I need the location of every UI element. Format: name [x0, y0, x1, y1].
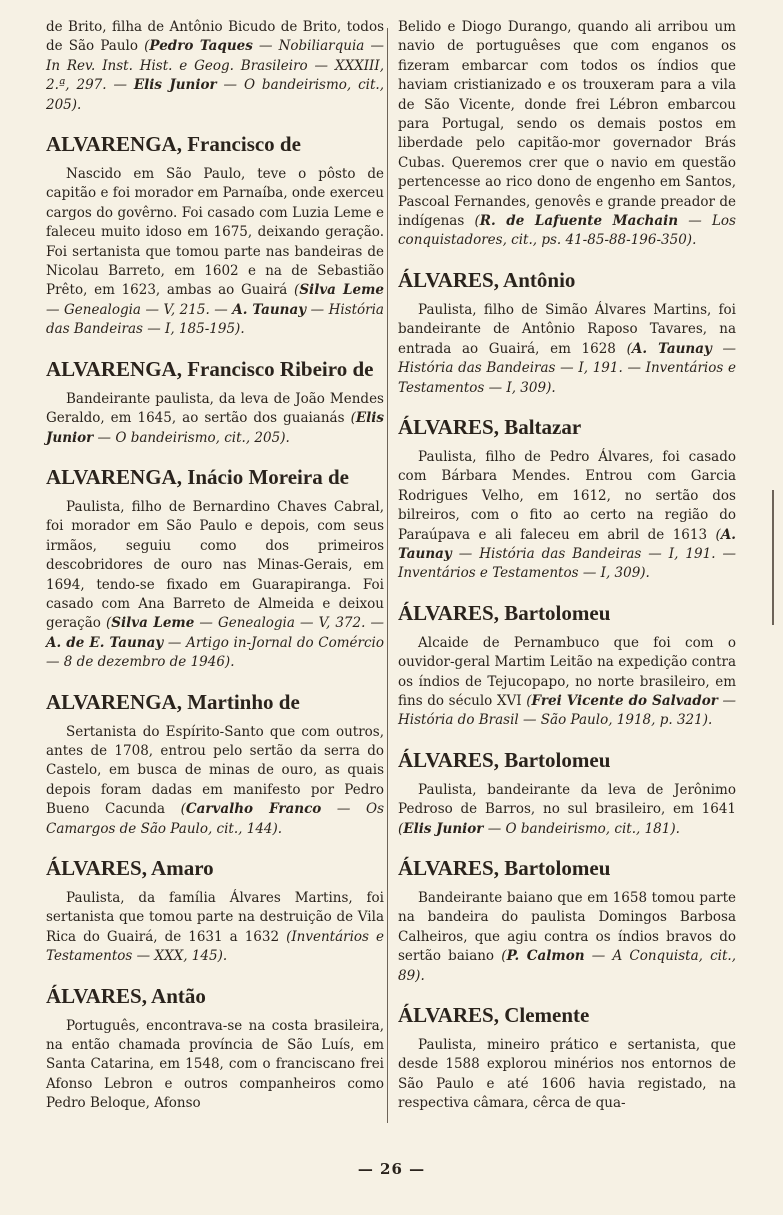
- dictionary-entry: [46, 983, 384, 1114]
- entry-text: Bandeirante paulista, da leva de João Mendes Geraldo, em 1645, ao sertão dos guaianás (Elis Junior — O bandeirismo, cit., 205).: [46, 390, 384, 446]
- entry-text: Paulista, filho de Pedro Álvares, foi casado com Bárbara Mendes. Entrou com Garcia Rodrigues Velho, em 1612, no sertão dos bilreiros, com o fito ao certo na região do Paraúpava e ali faleceu em abril de 1613 (A. Taunay — História das Bandeiras — I, 191. — Inventários e Testamentos — I, 309).: [398, 448, 736, 582]
- entry-text: Nascido em São Paulo, teve o pôsto de capitão e foi morador em Parnaíba, onde exerceu cargos do govêrno. Foi casado com Luzia Leme e faleceu muito idoso em 1675, deixando geração. Foi sertanista que tomou parte nas bandeiras de Nicolau Barreto, em 1602 e na de Sebastião Prêto, em 1623, ambas ao Guairá (Silva Leme — Genealogia — V, 215. — A. Taunay — História das Bandeiras — I, 185-195).: [46, 166, 384, 338]
- entry-text: Paulista, mineiro prático e sertanista, que desde 1588 explorou minérios nos entornos de São Paulo e até 1606 havia registado, na respectiva câmara, cêrca de qua-: [398, 1037, 736, 1112]
- dictionary-entry: [398, 600, 736, 731]
- dictionary-entry: [46, 464, 384, 673]
- right-column: [398, 18, 736, 1130]
- dictionary-entry: [46, 356, 384, 448]
- entry-heading: ÁLVARES, Antão: [46, 983, 206, 1008]
- page-number: — 26 —: [357, 1160, 426, 1178]
- entry-text: Paulista, da família Álvares Martins, foi sertanista que tomou parte na destruição de Vila Rica do Guairá, de 1631 a 1632 (Inventários e Testamentos — XXX, 145).: [46, 890, 384, 965]
- entry-text: Português, encontrava-se na costa brasileira, na então chamada província de São Luís, em Santa Catarina, em 1548, com o franciscano frei Afonso Lebron e outros companheiros como Pedro Beloque, Afonso: [46, 1017, 384, 1112]
- entry-heading: ÁLVARES, Bartolomeu: [398, 747, 611, 772]
- dictionary-entry: [398, 414, 736, 584]
- entry-heading: ÁLVARES, Bartolomeu: [398, 600, 611, 625]
- entry-heading: ALVARENGA, Francisco Ribeiro de: [46, 356, 374, 381]
- entry-text: Paulista, filho de Simão Álvares Martins, foi bandeirante de Antônio Raposo Tavares, na entrada ao Guairá, em 1628 (A. Taunay — História das Bandeiras — I, 191. — Inventários e Testamentos — I, 309).: [398, 301, 736, 396]
- dictionary-entry: [398, 855, 736, 986]
- entry-text: de Brito, filha de Antônio Bicudo de Brito, todos de São Paulo (Pedro Taques — Nobiliarquia — In Rev. Inst. Hist. e Geog. Brasileiro — XXXIII, 2.ª, 297. — Elis Junior — O bandeirismo, cit., 205).: [46, 19, 384, 113]
- entry-text: Belido e Diogo Durango, quando ali arribou um navio de portuguêses que com enganos os fizeram embarcar com todos os índios que haviam cristianizado e os trouxeram para a vila de São Vicente, donde frei Lébron embarcou para Portugal, sendo os demais postos em liberdade pelo capitão-mor governador Brás Cubas. Queremos crer que o navio em questão pertencesse ao rico dono de engenho em Santos, Pascoal Fernandes, genovês e grande preador de indígenas (R. de Lafuente Machain — Los conquistadores, cit., ps. 41-85-88-196-350).: [398, 19, 736, 249]
- dictionary-entry: [46, 855, 384, 967]
- dictionary-entry: [46, 131, 384, 340]
- entry-heading: ALVARENGA, Inácio Moreira de: [46, 464, 349, 489]
- entry-text: Bandeirante baiano que em 1658 tomou parte na bandeira do paulista Domingos Barbosa Calheiros, que agiu contra os índios bravos do sertão baiano (P. Calmon — A Conquista, cit., 89).: [398, 890, 736, 984]
- entry-heading: ÁLVARES, Baltazar: [398, 414, 582, 439]
- entry-heading: ALVARENGA, Martinho de: [46, 689, 300, 714]
- entry-heading: ÁLVARES, Antônio: [398, 267, 576, 292]
- entry-heading: ÁLVARES, Amaro: [46, 856, 214, 880]
- dictionary-entry: [398, 747, 736, 839]
- entry-text: Sertanista do Espírito-Santo que com outros, antes de 1708, entrou pelo sertão da serra do Castelo, em busca de minas de ouro, as quais depois foram dadas em manifesto por Pedro Bueno Cacunda (Carvalho Franco — Os Camargos de São Paulo, cit., 144).: [46, 723, 385, 837]
- entry-heading: ALVARENGA, Francisco de: [46, 132, 301, 157]
- entry-text: Paulista, bandeirante da leva de Jerônimo Pedroso de Barros, no sul brasileiro, em 1641 (Elis Junior — O bandeirismo, cit., 181).: [398, 781, 736, 837]
- margin-rule: [772, 490, 774, 625]
- column-divider: [387, 28, 388, 1123]
- dictionary-entry: [398, 267, 736, 398]
- dictionary-entry: [46, 689, 384, 839]
- left-column: [46, 18, 384, 1130]
- entry-text: Alcaide de Pernambuco que foi com o ouvidor-geral Martim Leitão na expedição contra os índios de Tejucopapo, no norte brasileiro, em fins do século XVI (Frei Vicente do Salvador — História do Brasil — São Paulo, 1918, p. 321).: [398, 634, 737, 729]
- dictionary-entry: [398, 18, 736, 251]
- entry-text: Paulista, filho de Bernardino Chaves Cabral, foi morador em São Paulo e depois, com seus irmãos, seguiu como dos primeiros descobridores de ouro nas Minas-Gerais, em 1694, tendo-se fixado em Guarapiranga. Foi casado com Ana Barreto de Almeida e deixou geração (Silva Leme — Genealogia — V, 372. — A. de E. Taunay — Artigo in-Jornal do Comércio — 8 de dezembro de 1946).: [46, 498, 384, 671]
- entry-heading: ÁLVARES, Bartolomeu: [398, 856, 611, 880]
- dictionary-entry: [46, 18, 384, 115]
- dictionary-entry: [398, 1002, 736, 1114]
- entry-heading: ÁLVARES, Clemente: [398, 1003, 590, 1028]
